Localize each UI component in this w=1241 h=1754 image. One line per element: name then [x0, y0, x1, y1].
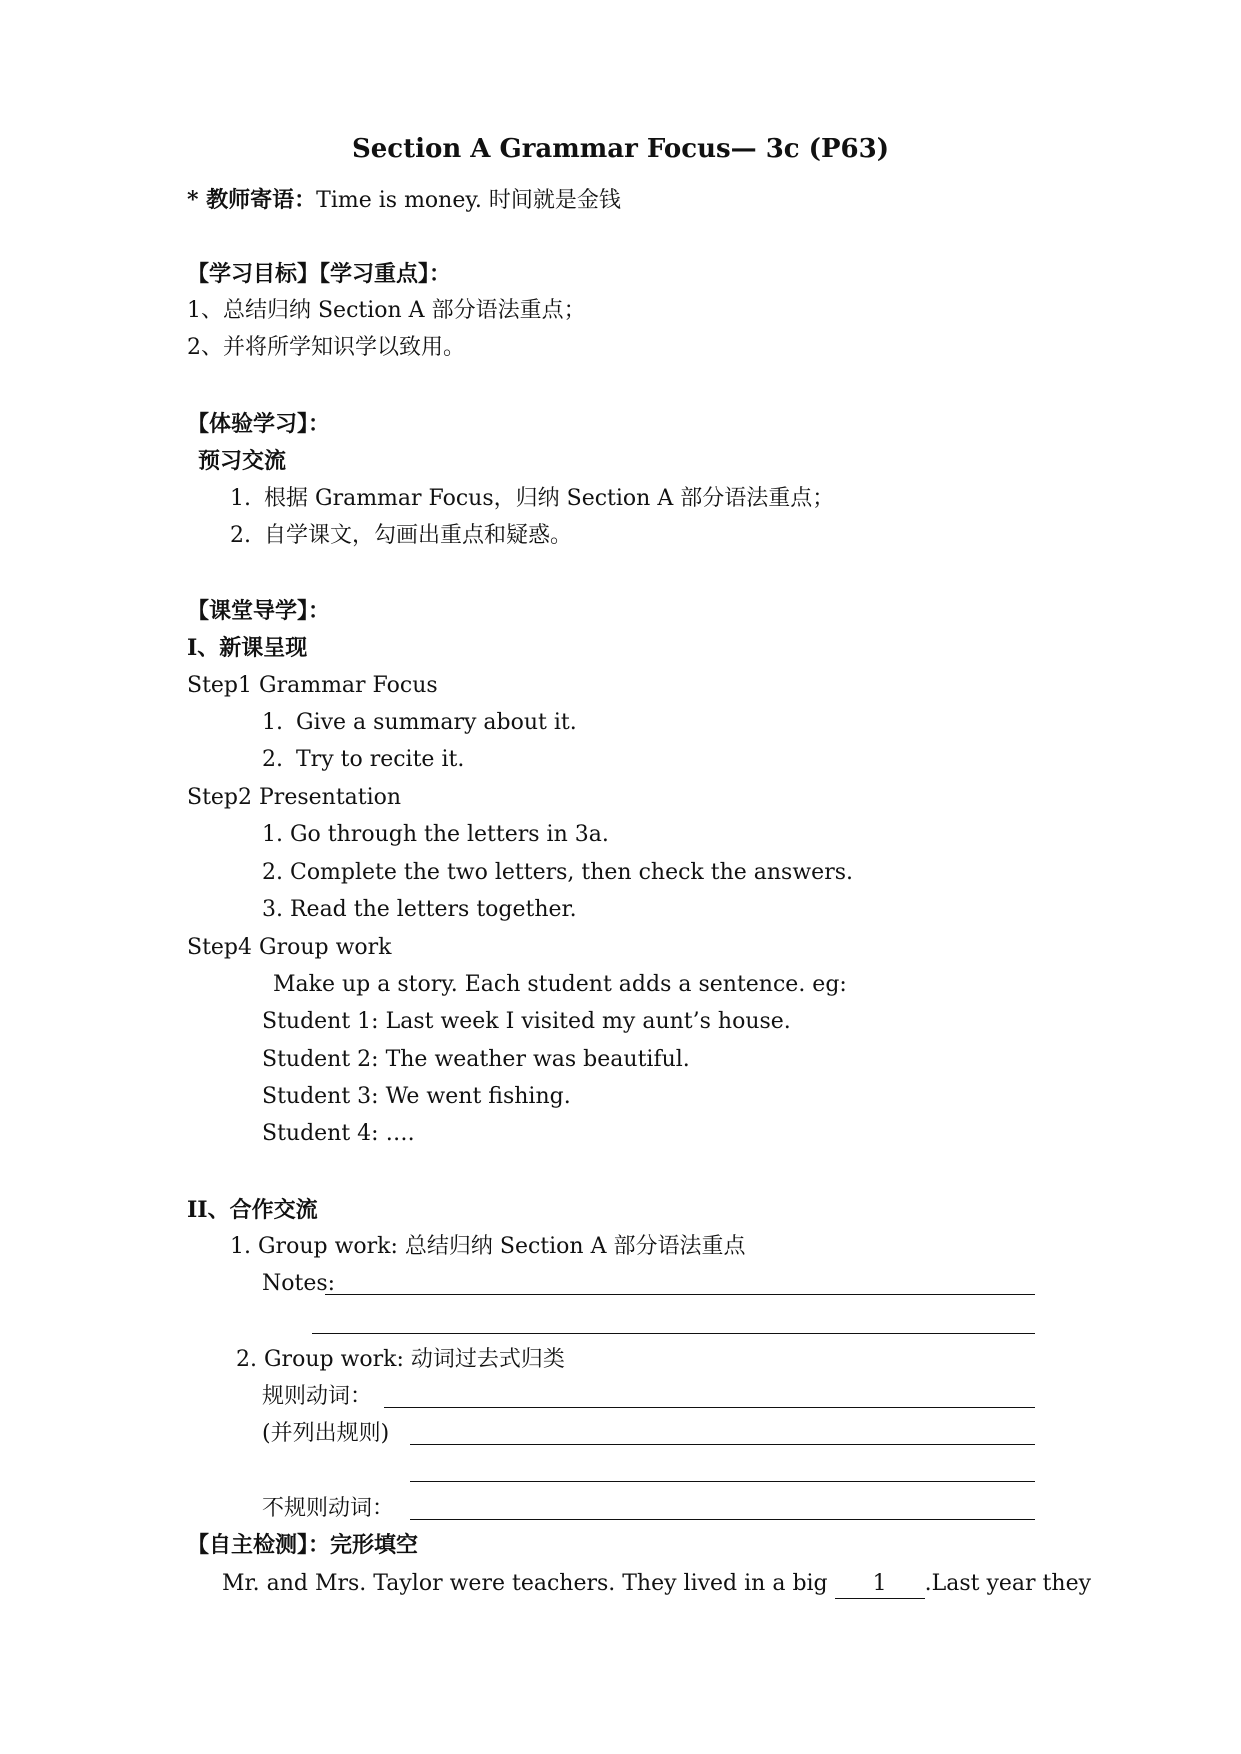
step4-intro: Make up a story. Each student adds a sentence. eg: — [273, 972, 847, 997]
cloze-text-after: .Last year they — [924, 1571, 1092, 1596]
regular-verbs-label: 规则动词： — [262, 1384, 373, 1409]
step4-title: Step4 Group work — [187, 935, 392, 960]
item-number: 2. — [262, 747, 283, 772]
objective-item: 2、并将所学知识学以致用。 — [187, 335, 465, 360]
notes-label: Notes: — [262, 1271, 336, 1296]
step1-item — [262, 746, 464, 774]
step2-item: 3. Read the letters together. — [262, 897, 577, 922]
item-number: 1. — [230, 486, 251, 511]
rule-blank[interactable] — [410, 1444, 1035, 1445]
story-line: Student 3: We went fishing. — [262, 1084, 571, 1109]
preview-item — [230, 522, 572, 550]
preview-subheading: 预习交流 — [198, 448, 287, 474]
story-line: Student 4: …. — [262, 1121, 415, 1146]
cloze-sentence — [222, 1570, 1091, 1599]
experience-heading: 【体验学习】： — [187, 411, 331, 437]
item-text: 根据 Grammar Focus，归纳 Section A 部分语法重点； — [264, 486, 835, 511]
step1-title: Step1 Grammar Focus — [187, 673, 438, 698]
page-title: Section A Grammar Focus— 3c (P63) — [351, 134, 890, 164]
motto-text: Time is money. 时间就是金钱 — [316, 188, 621, 213]
item-text: Give a summary about it. — [296, 710, 577, 735]
notes-blank[interactable] — [312, 1333, 1035, 1334]
step2-item: 1. Go through the letters in 3a. — [262, 822, 609, 847]
rule-blank[interactable] — [410, 1481, 1035, 1482]
item-number: 2. — [230, 523, 251, 548]
step1-item — [262, 709, 577, 737]
item-text: 自学课文，勾画出重点和疑惑。 — [264, 523, 573, 548]
part-two-heading: II、合作交流 — [187, 1197, 318, 1223]
step2-item: 2. Complete the two letters, then check the answers. — [262, 860, 853, 885]
step2-title: Step2 Presentation — [187, 785, 402, 810]
objectives-heading: 【学习目标】【学习重点】： — [187, 261, 452, 287]
motto-label: * 教师寄语： — [187, 187, 317, 213]
group2-title: 2. Group work: 动词过去式归类 — [236, 1347, 565, 1372]
item-text: Try to recite it. — [296, 747, 465, 772]
cloze-text-before: Mr. and Mrs. Taylor were teachers. They lived in a big — [222, 1571, 835, 1596]
irregular-verbs-blank[interactable] — [410, 1519, 1035, 1520]
part-one-heading: I、新课呈现 — [187, 635, 308, 661]
irregular-verbs-label: 不规则动词： — [262, 1496, 395, 1521]
objective-item: 1、总结归纳 Section A 部分语法重点； — [187, 298, 586, 323]
selfcheck-heading: 【自主检测】：完形填空 — [187, 1532, 419, 1558]
regular-verbs-blank[interactable] — [384, 1407, 1035, 1408]
story-line: Student 2: The weather was beautiful. — [262, 1047, 690, 1072]
notes-blank[interactable] — [325, 1294, 1035, 1295]
item-number: 1. — [262, 710, 283, 735]
rule-list-label: (并列出规则) — [262, 1421, 390, 1446]
teacher-motto — [187, 186, 621, 215]
cloze-blank-1[interactable]: 1 — [835, 1570, 925, 1599]
classroom-heading: 【课堂导学】： — [187, 598, 331, 624]
story-line: Student 1: Last week I visited my aunt’s house. — [262, 1009, 791, 1034]
preview-item — [230, 485, 834, 513]
group1-title: 1. Group work: 总结归纳 Section A 部分语法重点 — [230, 1234, 746, 1259]
